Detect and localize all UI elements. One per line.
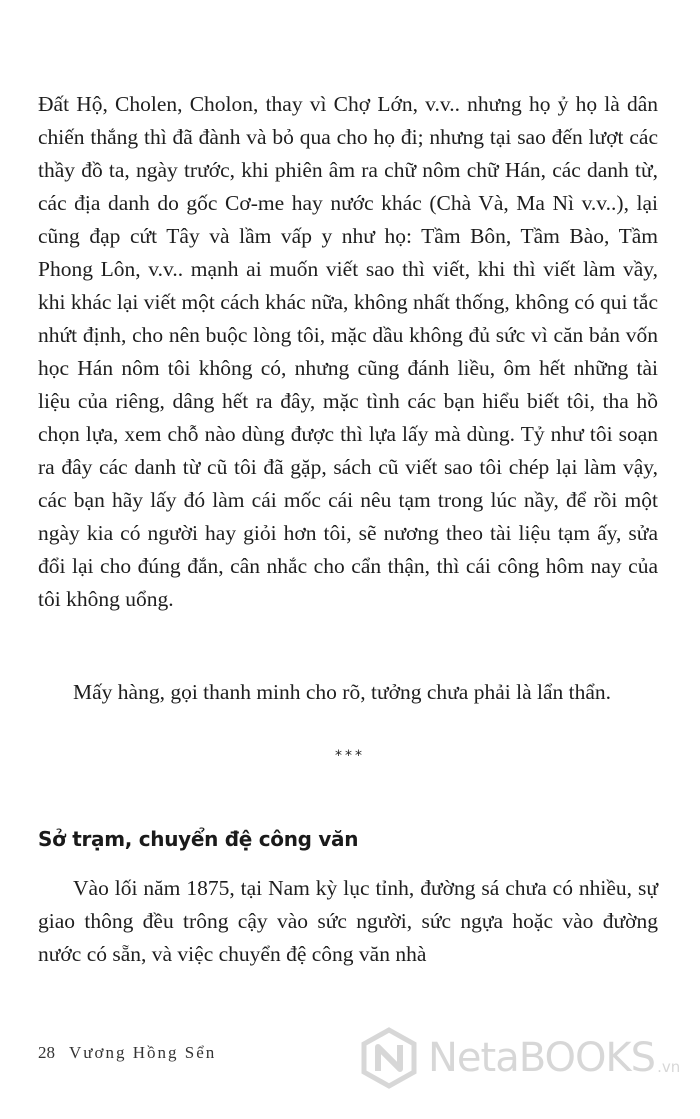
watermark-suffix: .vn (657, 1058, 681, 1076)
page-footer (38, 1043, 216, 1063)
netabooks-logo-icon (358, 1027, 420, 1089)
netabooks-watermark (358, 1018, 700, 1098)
section-heading: Sở trạm, chuyển đệ công văn (38, 827, 359, 851)
watermark-text: NetaBOOKS (428, 1035, 656, 1081)
body-paragraph-1 (38, 88, 658, 616)
paragraph-text: Mấy hàng, gọi thanh minh cho rõ, tưởng chưa phải là lẩn thẩn. (73, 680, 612, 704)
section-separator: *** (335, 748, 365, 764)
page-number: 28 (38, 1043, 55, 1062)
author-name: Vương Hồng Sển (69, 1043, 217, 1062)
paragraph-text: Vào lối năm 1875, tại Nam kỳ lục tỉnh, đường sá chưa có nhiều, sự giao thông đều trông cậy vào sức người, sức ngựa hoặc vào đường nước có sẵn, và việc chuyển đệ công văn nhà (38, 876, 658, 966)
paragraph-text: Đất Hộ, Cholen, Cholon, thay vì Chợ Lớn, v.v.. nhưng họ ỷ họ là dân chiến thắng thì đã đành và bỏ qua cho họ đi; nhưng tại sao đến lượt các thầy đồ ta, ngày trước, khi phiên âm ra chữ nôm chữ Hán, các danh từ, các địa danh do gốc Cơ-me hay nước khác (Chà Và, Ma Nì v.v..), lại cũng đạp cứt Tây và lầm vấp y như họ: Tầm Bôn, Tầm Bào, Tầm Phong Lôn, v.v.. mạnh ai muốn viết sao thì viết, khi thì viết làm vầy, khi khác lại viết một cách khác nữa, không nhất thống, không có qui tắc nhứt định, cho nên buộc lòng tôi, mặc dầu không đủ sức vì căn bản vốn học Hán nôm tôi không có, nhưng cũng đánh liều, ôm hết những tài liệu của riêng, dâng hết ra đây, mặc tình các bạn hiểu biết tôi, tha hồ chọn lựa, xem chỗ nào dùng được thì lựa lấy mà dùng. Tỷ như tôi soạn ra đây các danh từ cũ tôi đã gặp, sách cũ viết sao tôi chép lại làm vậy, các bạn hãy lấy đó làm cái mốc cái nêu tạm trong lúc nầy, để rồi một ngày kia có người hay giỏi hơn tôi, sẽ nương theo tài liệu tạm ấy, sửa đổi lại cho đúng đắn, cân nhắc cho cẩn thận, thì cái công hôm nay của tôi không uổng. (38, 92, 658, 611)
body-paragraph-3 (38, 872, 658, 971)
body-paragraph-2 (38, 676, 658, 709)
